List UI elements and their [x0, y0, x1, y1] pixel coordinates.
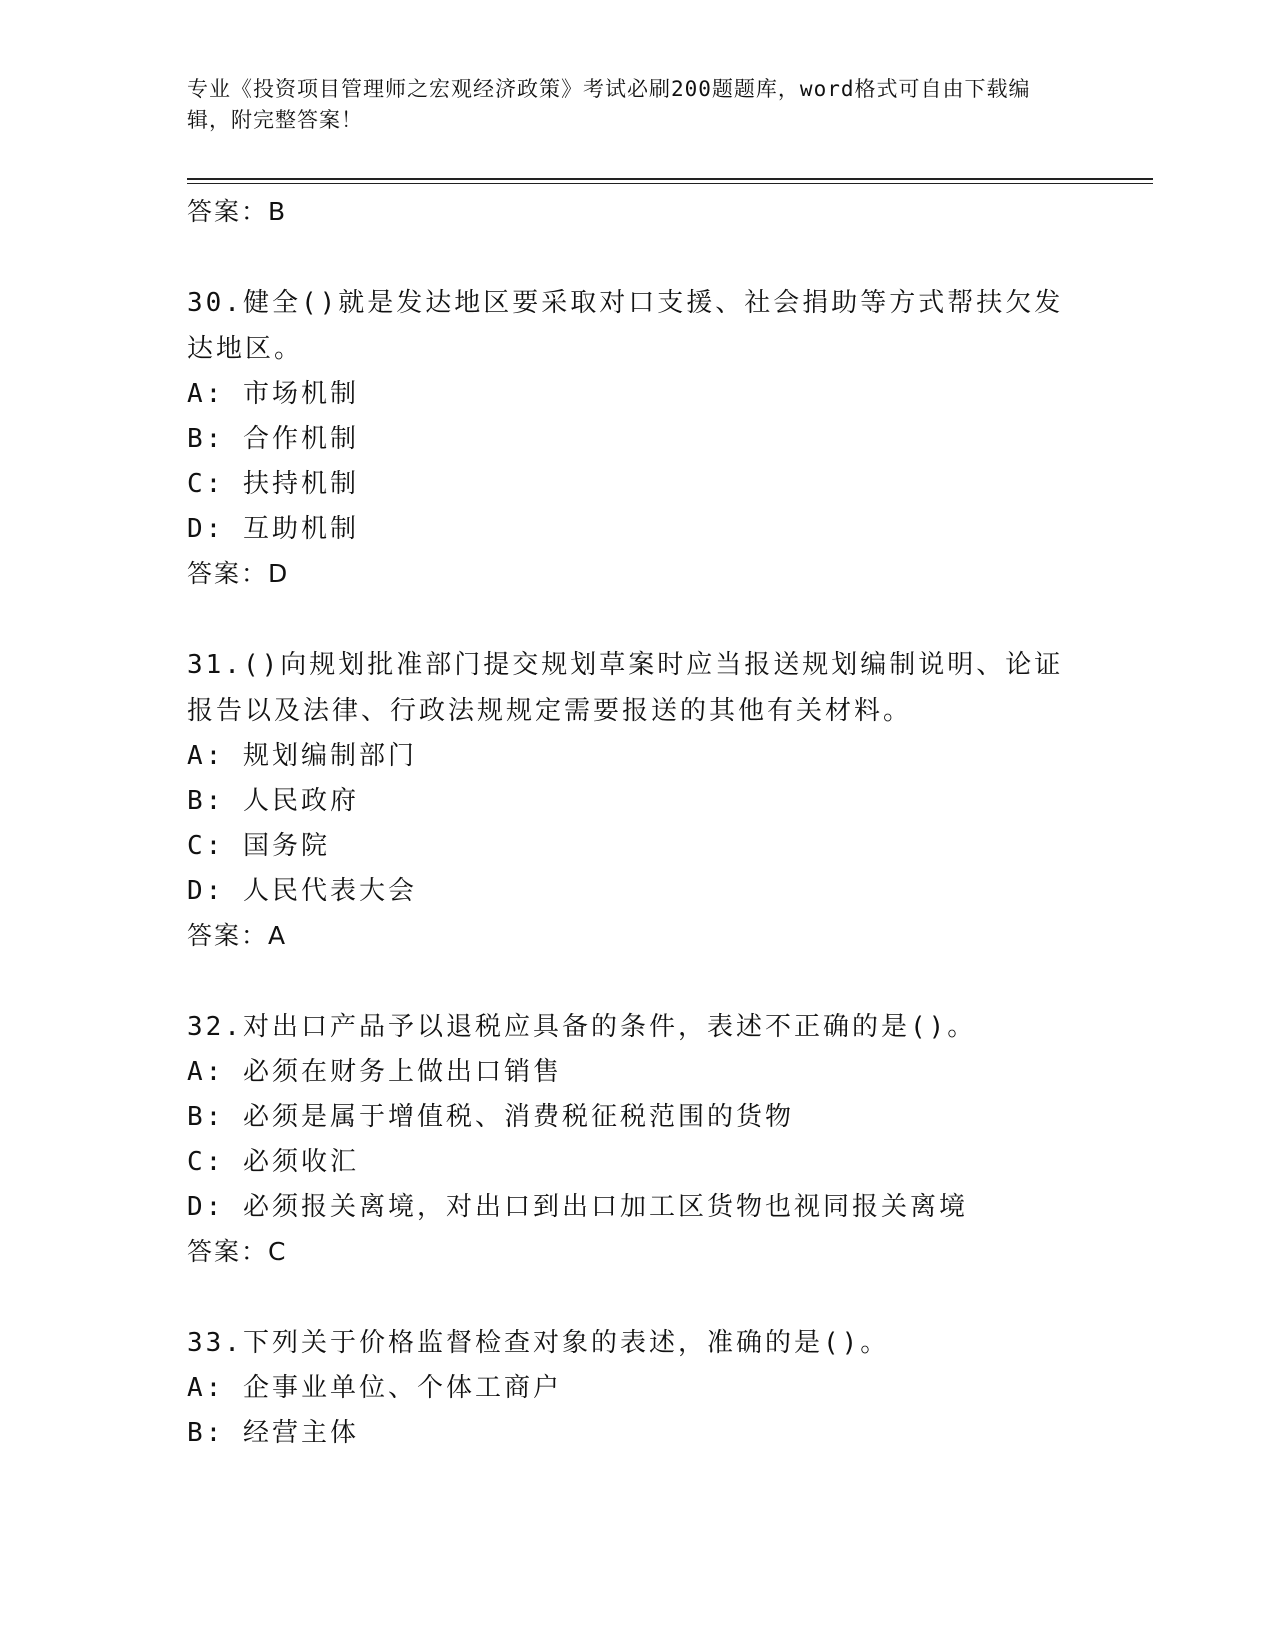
- question-stem: 33.下列关于价格监督检查对象的表述，准确的是()。: [187, 1328, 890, 1358]
- question-answer: 答案：A: [187, 921, 288, 950]
- option-b: B: 经营主体: [187, 1418, 359, 1448]
- header-rule-thin: [187, 183, 1153, 184]
- question-stem: 32.对出口产品予以退税应具备的条件，表述不正确的是()。: [187, 1012, 977, 1042]
- option-a: A: 必须在财务上做出口销售: [187, 1057, 562, 1087]
- option-b: B: 人民政府: [187, 786, 359, 816]
- option-a: A: 企事业单位、个体工商户: [187, 1373, 562, 1403]
- option-d: D: 人民代表大会: [187, 876, 417, 906]
- question-33: [187, 1320, 1087, 1456]
- question-31: [187, 642, 1087, 958]
- option-b: B: 合作机制: [187, 424, 359, 454]
- question-stem: 31.()向规划批准部门提交规划草案时应当报送规划编制说明、论证报告以及法律、行政法规规定需要报送的其他有关材料。: [187, 650, 1064, 726]
- option-d: D: 必须报关离境，对出口到出口加工区货物也视同报关离境: [187, 1192, 968, 1222]
- previous-answer: 答案：B: [187, 197, 288, 226]
- option-d: D: 互助机制: [187, 514, 359, 544]
- question-stem: 30.健全()就是发达地区要采取对口支援、社会捐助等方式帮扶欠发达地区。: [187, 288, 1064, 364]
- question-30: [187, 280, 1087, 596]
- question-answer: 答案：D: [187, 559, 290, 588]
- question-answer: 答案：C: [187, 1237, 288, 1266]
- question-list: [187, 190, 1087, 1456]
- document-header: 专业《投资项目管理师之宏观经济政策》考试必刷200题题库，word格式可自由下载编辑，附完整答案！: [187, 77, 1031, 132]
- option-a: A: 规划编制部门: [187, 741, 417, 771]
- option-c: C: 必须收汇: [187, 1147, 359, 1177]
- option-a: A: 市场机制: [187, 379, 359, 409]
- option-c: C: 扶持机制: [187, 469, 359, 499]
- header-rule-thick: [187, 178, 1153, 180]
- question-32: [187, 1004, 1087, 1274]
- option-b: B: 必须是属于增值税、消费税征税范围的货物: [187, 1102, 794, 1132]
- option-c: C: 国务院: [187, 831, 330, 861]
